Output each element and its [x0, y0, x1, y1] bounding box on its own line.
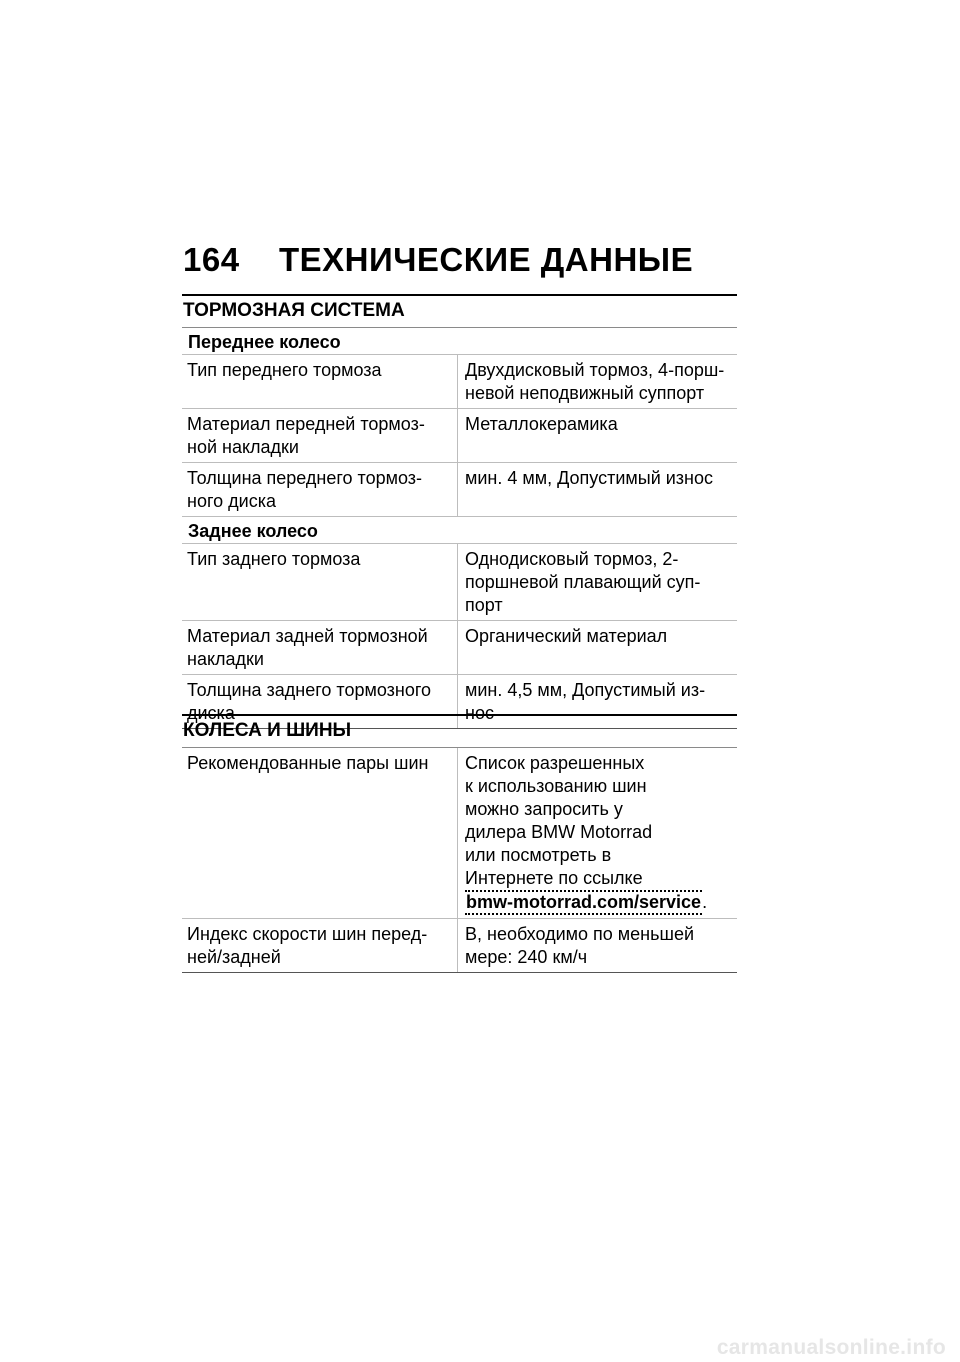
row-value — [458, 748, 737, 918]
row-value: мин. 4,5 мм, Допустимый из- нос — [465, 680, 706, 723]
row-value: Однодисковый тормоз, 2- поршневой плавающий суп- порт — [465, 549, 701, 615]
row-value: мин. 4 мм, Допустимый износ — [465, 468, 714, 488]
wheels-section — [182, 714, 737, 973]
watermark: carmanualsonline.info — [716, 1336, 946, 1359]
wheels-section-title: КОЛЕСА И ШИНЫ — [182, 714, 737, 748]
row-label: Индекс скорости шин перед- ней/задней — [182, 919, 458, 972]
service-link[interactable]: bmw-motorrad.com/service — [465, 890, 702, 915]
row-label: Тип заднего тормоза — [182, 544, 458, 620]
row-label: Толщина переднего тормоз- ного диска — [182, 463, 458, 516]
tyre-pairs-text: Список разрешенных к использованию шин можно запросить у дилера BMW Motorrad или посмотреть в Интернете по ссылке — [465, 753, 653, 888]
link-suffix: . — [702, 892, 708, 912]
row-value: Металлокерамика — [465, 414, 618, 434]
page-number: 164 — [183, 241, 240, 278]
row-value: В, необходимо по меньшей мере: 240 км/ч — [465, 924, 695, 967]
table-row — [182, 544, 737, 621]
brakes-section-title: ТОРМОЗНАЯ СИСТЕМА — [182, 294, 737, 328]
row-value: Двухдисковый тормоз, 4-порш- невой неподвижный суппорт — [465, 360, 725, 403]
table-row — [182, 463, 737, 517]
rear-wheel-heading: Заднее колесо — [182, 517, 737, 544]
page-title: ТЕХНИЧЕСКИЕ ДАННЫЕ — [279, 241, 694, 278]
page-header — [183, 240, 743, 280]
row-label: Материал передней тормоз- ной накладки — [182, 409, 458, 462]
row-value: Органический материал — [465, 626, 668, 646]
table-row — [182, 355, 737, 409]
table-row — [182, 748, 737, 919]
row-label: Материал задней тормозной накладки — [182, 621, 458, 674]
front-wheel-heading: Переднее колесо — [182, 328, 737, 355]
row-label: Рекомендованные пары шин — [182, 748, 458, 918]
row-label: Тип переднего тормоза — [182, 355, 458, 408]
brakes-section — [182, 294, 737, 729]
table-row — [182, 621, 737, 675]
row-label: Толщина заднего тормозного диска — [182, 675, 458, 728]
table-row — [182, 919, 737, 973]
table-row — [182, 409, 737, 463]
